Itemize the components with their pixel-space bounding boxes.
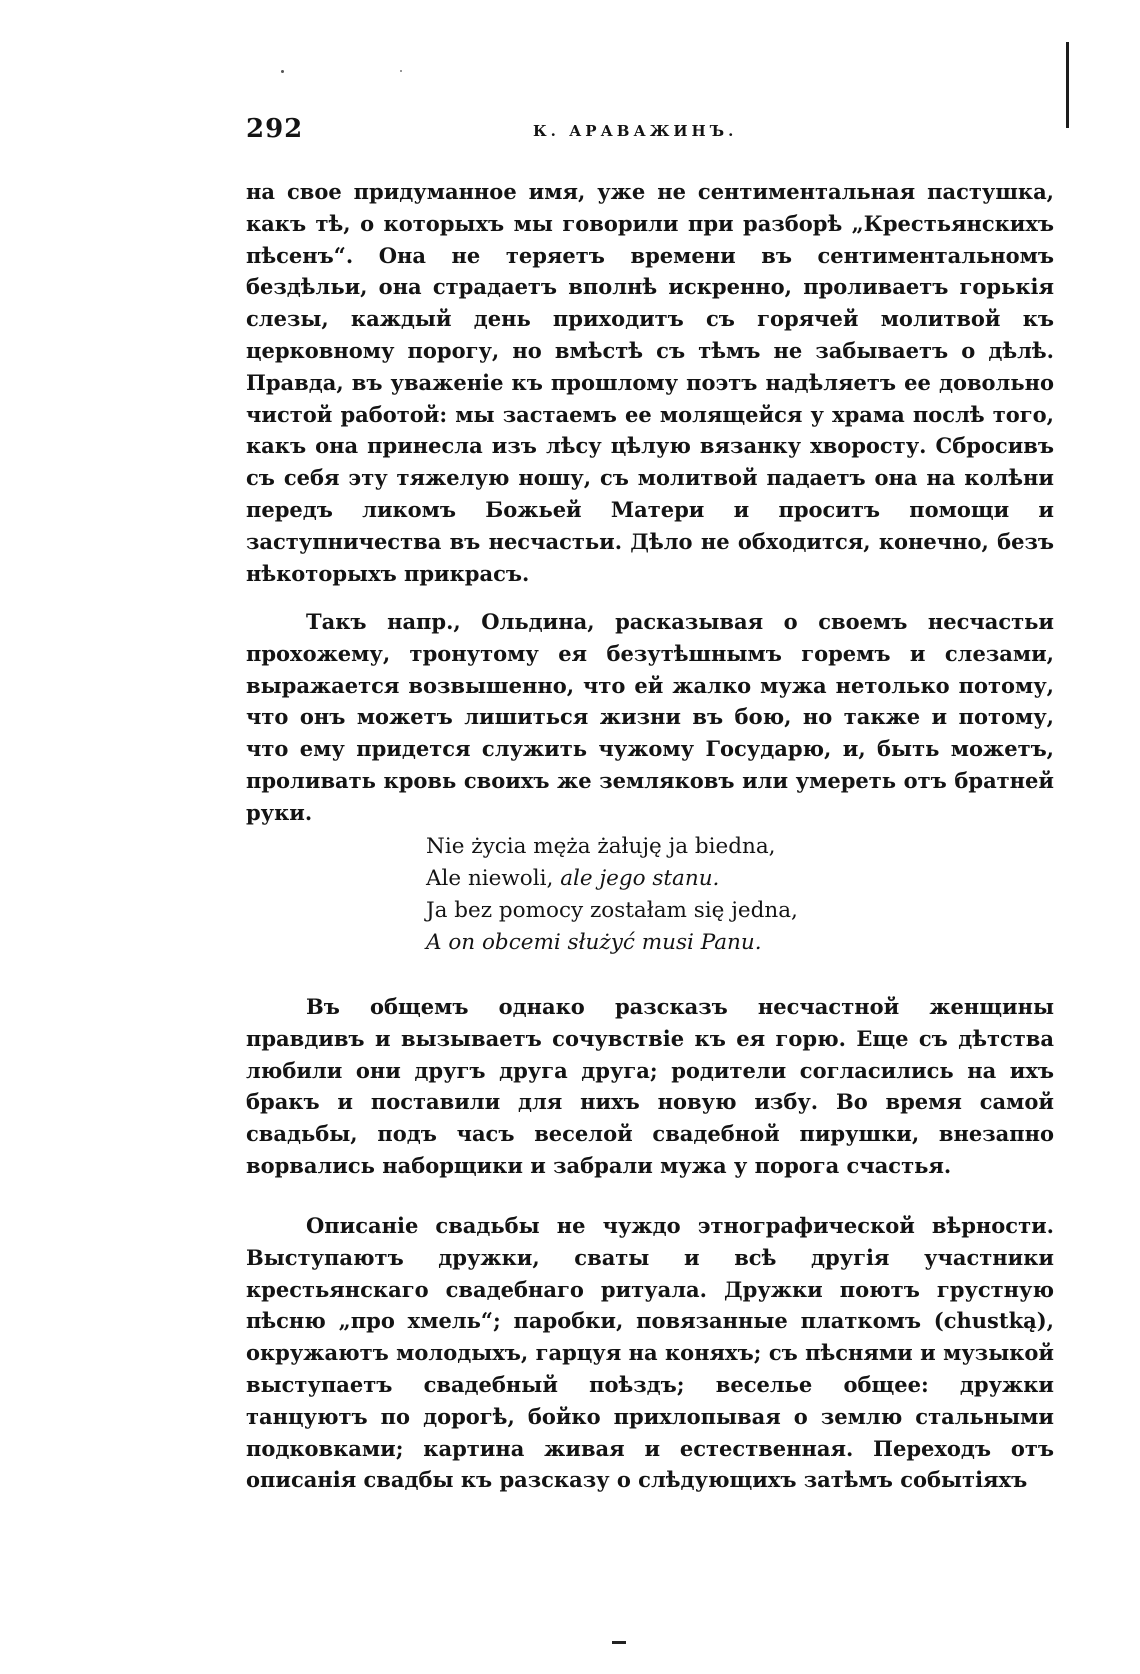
verse-line-2-start: Ale niewoli,	[426, 866, 561, 891]
scan-speck	[400, 70, 402, 72]
verse-line-3: Ja bez pomocy zostałam się jedna,	[426, 898, 798, 923]
scan-speck	[281, 70, 284, 73]
scan-edge-mark	[1066, 42, 1069, 128]
paragraph-1: на свое придуманное имя, уже не сентиментальная пастушка, какъ тѣ, о которыхъ мы говорили при разборѣ „Крестьянскихъ пѣсенъ“. Она не теряетъ времени въ сентиментальномъ бездѣльи, она страдаетъ вполнѣ искренно, проливаетъ горькія слезы, каждый день приходитъ съ горячей молитвой къ церковному порогу, но вмѣстѣ съ тѣмъ не забываетъ о дѣлѣ. Правда, въ уваженіе къ прошлому поэтъ надѣляетъ ее довольно чистой работой: мы застаемъ ее молящейся у храма послѣ того, какъ она принесла изъ лѣсу цѣлую вязанку хворосту. Сбросивъ съ себя эту тяжелую ношу, съ молитвой падаетъ она на колѣни передъ ликомъ Божьей Матери и проситъ помощи и заступничества въ несчастьи. Дѣло не обходится, конечно, безъ нѣкоторыхъ прикрасъ.	[246, 179, 1054, 586]
paragraph-3: Въ общемъ однако разсказъ несчастной женщины правдивъ и вызываетъ сочувствіе къ ея горю. Еще съ дѣтства любили они другъ друга друга; родители согласились на ихъ бракъ и поставили для нихъ новую избу. Во время самой свадьбы, подъ часъ веселой свадебной пирушки, внезапно ворвались наборщики и забрали мужа у порога счастья.	[246, 994, 1054, 1178]
paragraph-2: Такъ напр., Ольдина, расказывая о своемъ несчастьи прохожему, тронутому ея безутѣшнымъ горемъ и слезами, выражается возвышенно, что ей жалко мужа нетолько потому, что онъ можетъ лишиться жизни въ бою, но также и потому, что ему придется служить чужому Государю, и, быть можетъ, проливать кровь своихъ же земляковъ или умереть отъ братней руки.	[246, 609, 1054, 825]
page-header	[246, 114, 1054, 154]
verse-line-1: Nie życia męża żałuję ja biedna,	[426, 834, 776, 859]
page-number: 292	[246, 114, 304, 144]
running-head: К. АРАВАЖИНЪ.	[533, 122, 738, 140]
footer-dash-mark	[612, 1641, 626, 1644]
verse-line-2	[426, 863, 986, 895]
verse-line-2-italic: ale jego stanu.	[560, 866, 720, 891]
verse-line-4: A on obcemi służyć musi Panu.	[426, 930, 762, 955]
verse-quote	[426, 831, 986, 959]
paragraph-4: Описаніе свадьбы не чуждо этнографической вѣрности. Выступаютъ дружки, сваты и всѣ другія участники крестьянскаго свадебнаго ритуала. Дружки поютъ грустную пѣсню „про хмель“; паробки, повязанные платкомъ (chustką), окружаютъ молодыхъ, гарцуя на коняхъ; съ пѣснями и музыкой выступаетъ свадебный поѣздъ; веселье общее: дружки танцуютъ по дорогѣ, бойко прихлопывая о землю стальными подковками; картина живая и естественная. Переходъ отъ описанія свадбы къ разсказу о слѣдующихъ затѣмъ событіяхъ	[246, 1213, 1054, 1493]
